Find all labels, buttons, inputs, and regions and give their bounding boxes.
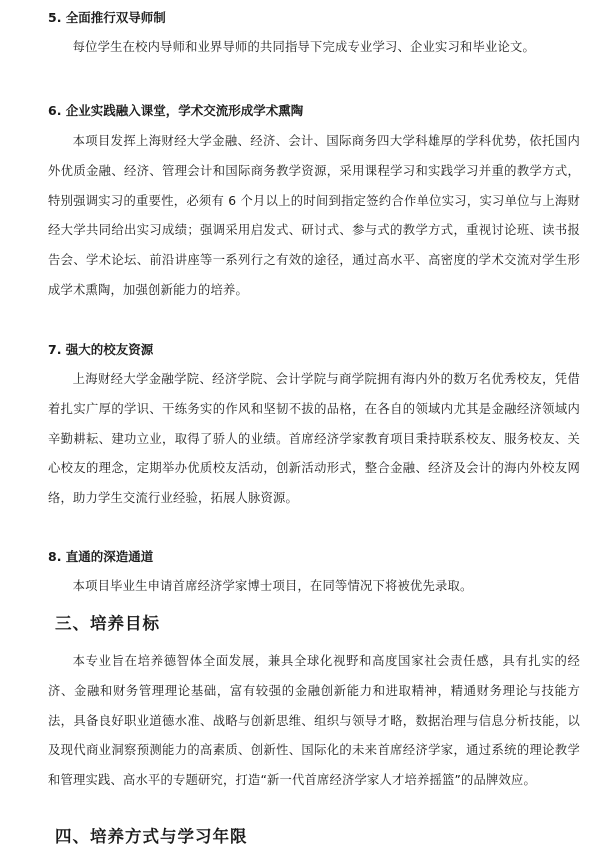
paragraph-further-study: 本项目毕业生申请首席经济学家博士项目，在同等情况下将被优先录取。 [72,579,473,593]
section-heading-objectives: 三、培养目标 [55,614,160,633]
subheading-further-study: 8. 直通的深造通道 [48,549,154,564]
subheading-alumni: 7. 强大的校友资源 [48,342,154,357]
paragraph-objectives: 本专业旨在培养德智体全面发展，兼具全球化视野和高度国家社会责任感，具有扎实的经济、金融和财务管理理论基础，富有较强的金融创新能力和进取精神，精通财务理论与技能方法，具备良好职业道德水准、战略与创新思维、组织与领导才略，数据治理与信息分析技能，以及现代商业洞察预测能力的高素质、创新性、国际化的未来首席经济学家，通过系统的理论教学和管理实践、高水平的专题研究，打造“新一代首席经济学家人才培养摇篮”的品牌效应。 [48,654,580,788]
subheading-practice-academic: 6. 企业实践融入课堂，学术交流形成学术熏陶 [48,103,304,118]
paragraph-practice-academic: 本项目发挥上海财经大学金融、经济、会计、国际商务四大学科雄厚的学科优势，依托国内外优质金融、经济、管理会计和国际商务教学资源，采用课程学习和实践学习并重的教学方式，特别强调实习的重要性，必须有 6 个月以上的时间到指定签约合作单位实习，实习单位与上海财经大学共同给出实习成绩；强调采用启发式、研讨式、参与式的教学方式，重视讨论班、读书报告会、学术论坛、前沿讲座等一系列行之有效的途径，通过高水平、高密度的学术交流对学生形成学术熏陶，加强创新能力的培养。 [48,134,580,297]
paragraph-dual-mentor: 每位学生在校内导师和业界导师的共同指导下完成专业学习、企业实习和毕业论文。 [72,40,535,54]
section-heading-training-mode: 四、培养方式与学习年限 [55,827,248,846]
paragraph-alumni: 上海财经大学金融学院、经济学院、会计学院与商学院拥有海内外的数万名优秀校友，凭借着扎实广厚的学识、干练务实的作风和坚韧不拔的品格，在各自的领域内尤其是金融经济领域内辛勤耕耘、建功立业，取得了骄人的业绩。首席经济学家教育项目秉持联系校友、服务校友、关心校友的理念，定期举办优质校友活动，创新活动形式，整合金融、经济及会计的海内外校友网络，助力学生交流行业经验，拓展人脉资源。 [48,372,580,506]
subheading-dual-mentor: 5. 全面推行双导师制 [48,10,166,25]
